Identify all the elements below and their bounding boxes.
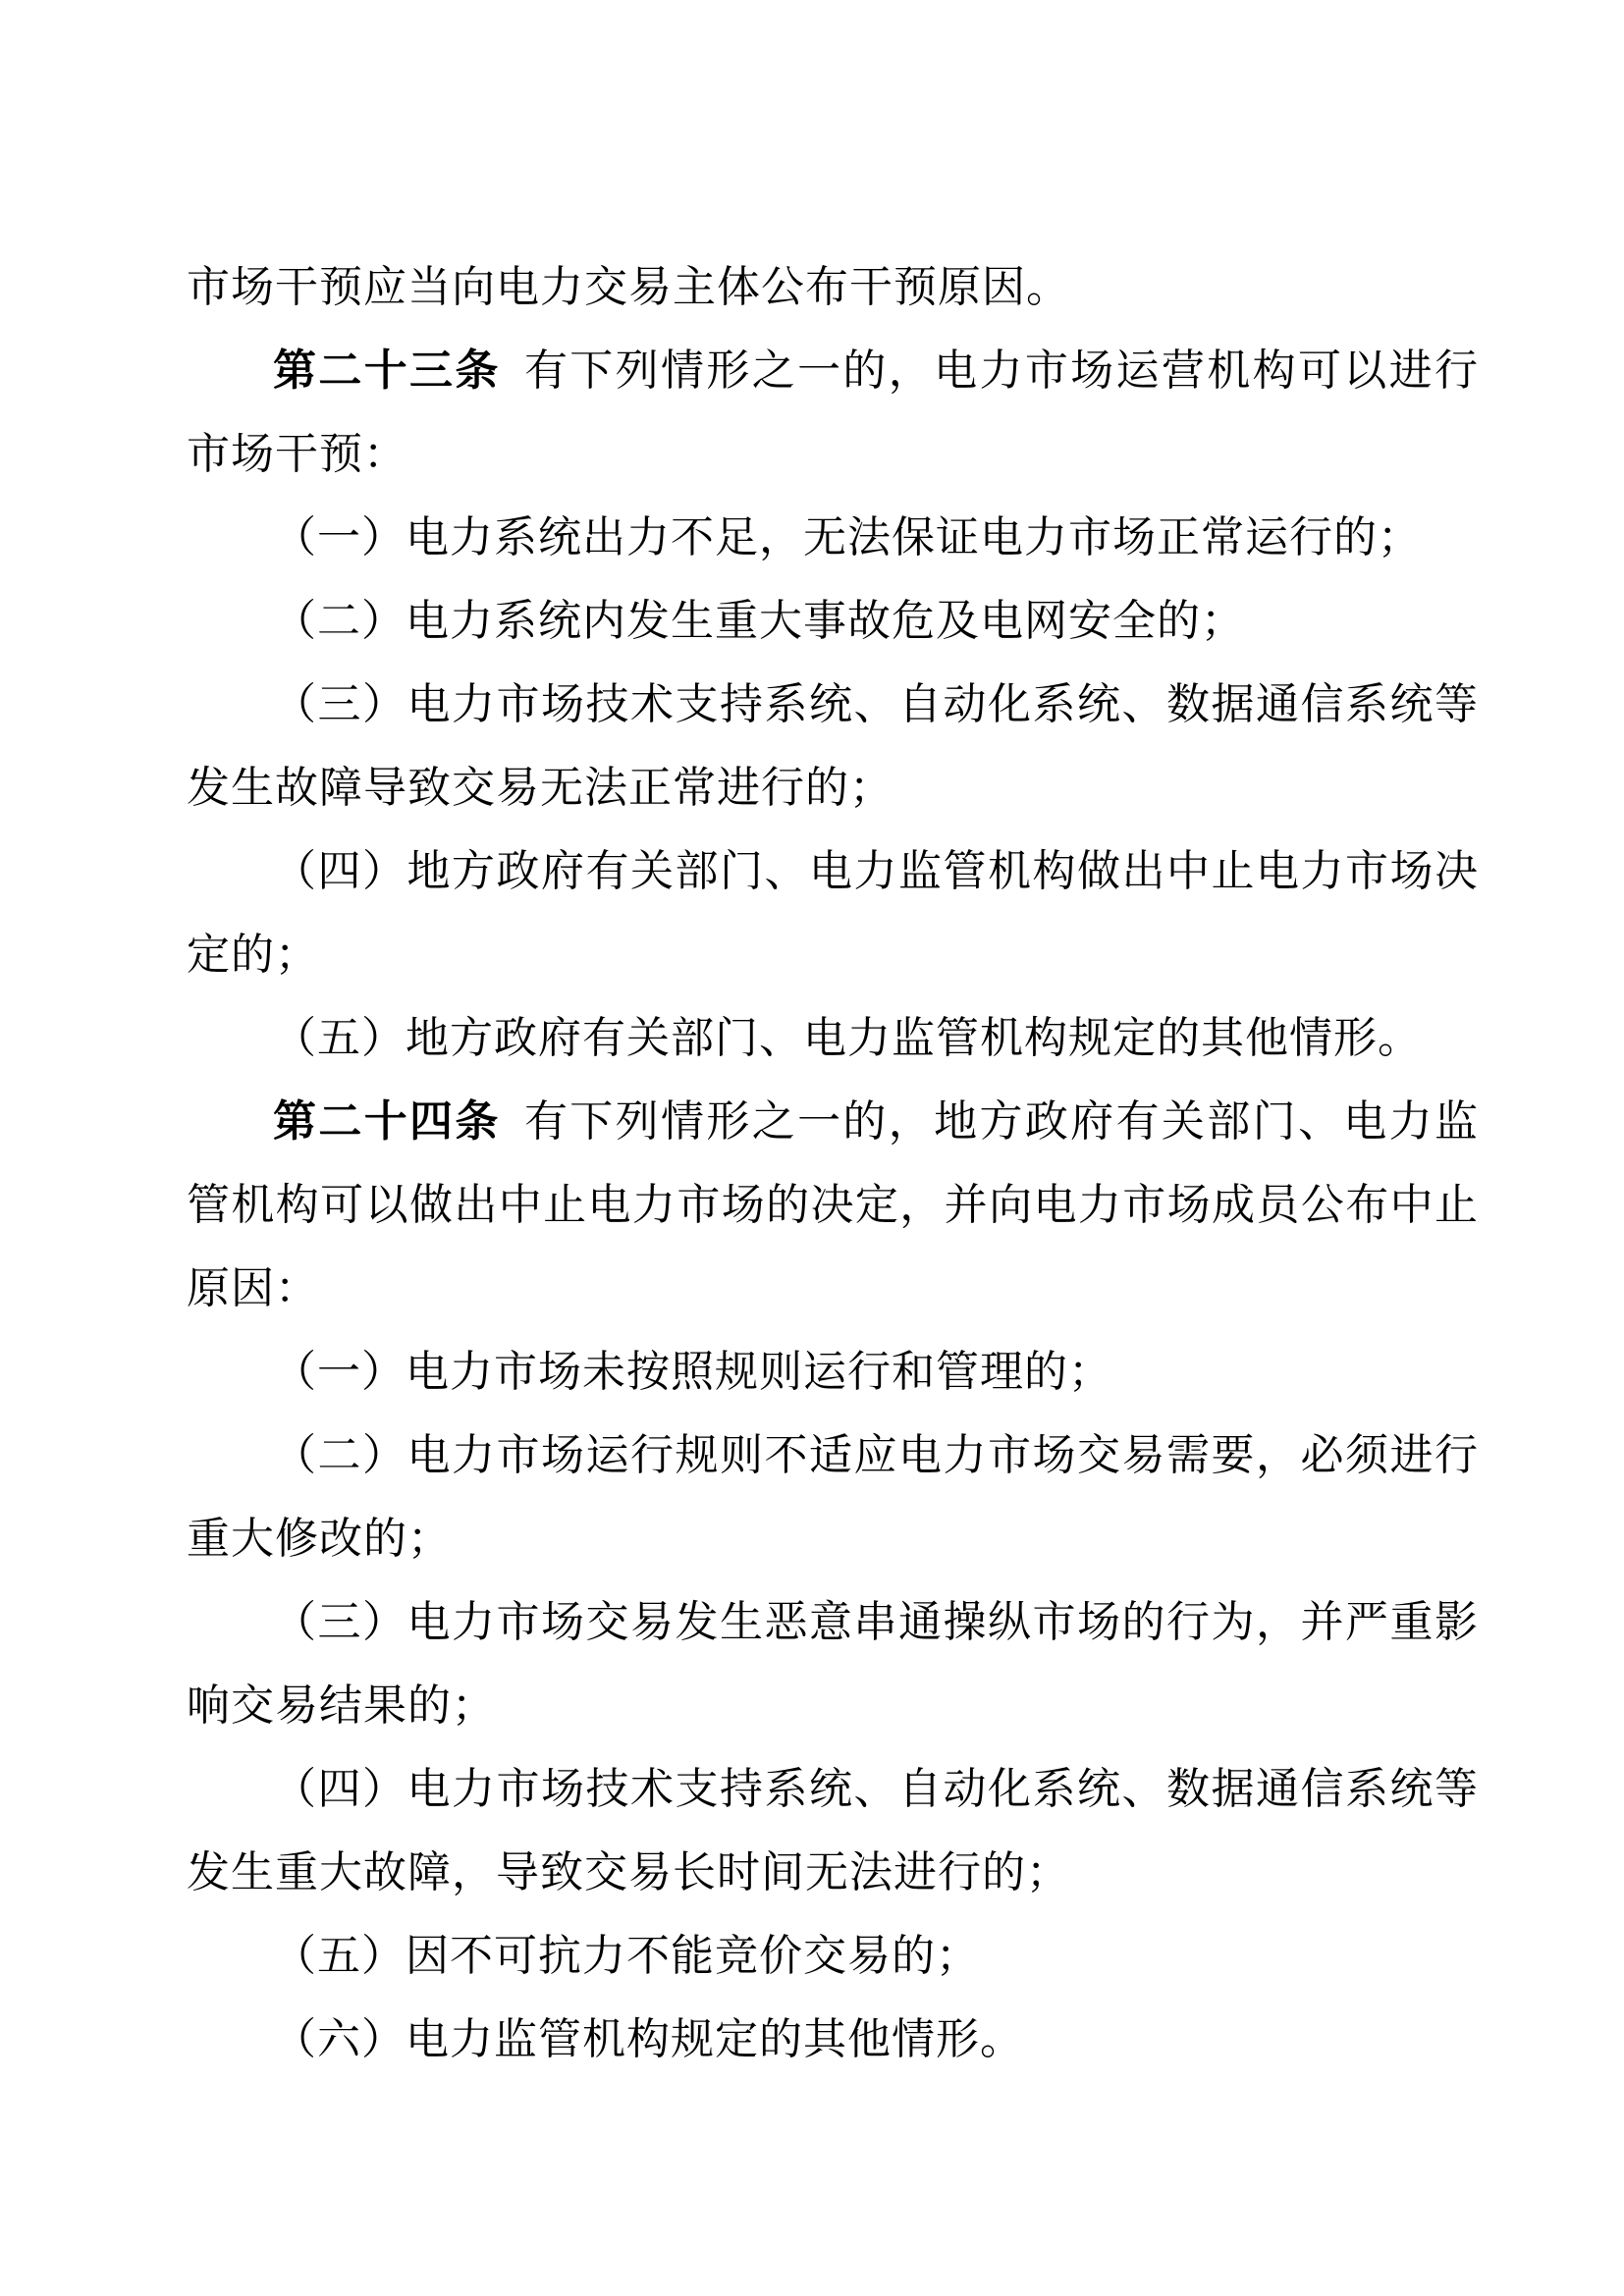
paragraph-text: （二）电力市场运行规则不适应电力市场交易需要，必须进行重大修改的； <box>187 1431 1479 1563</box>
paragraph-text: 市场干预应当向电力交易主体公布干预原因。 <box>187 263 1070 311</box>
paragraph-text: （四）地方政府有关部门、电力监管机构做出中止电力市场决定的； <box>187 847 1479 979</box>
paragraph-text: （二）电力系统内发生重大事故危及电网安全的； <box>273 597 1245 645</box>
list-item-24-6 <box>187 1998 1479 2081</box>
list-item-23-3 <box>187 663 1479 829</box>
paragraph-article-23 <box>187 329 1479 496</box>
paragraph-article-24 <box>187 1080 1479 1330</box>
paragraph-text: （五）因不可抗力不能竞价交易的； <box>273 1932 980 1980</box>
article-number: 第二十四条 <box>273 1097 501 1146</box>
paragraph-text: （一）电力系统出力不足，无法保证电力市场正常运行的； <box>273 513 1422 561</box>
paragraph-text: （六）电力监管机构规定的其他情形。 <box>273 2015 1024 2063</box>
paragraph-text: （三）电力市场技术支持系统、自动化系统、数据通信系统等发生故障导致交易无法正常进行的； <box>187 680 1479 812</box>
list-item-23-5 <box>187 996 1479 1080</box>
paragraph-text: （四）电力市场技术支持系统、自动化系统、数据通信系统等发生重大故障，导致交易长时间无法进行的； <box>187 1765 1479 1896</box>
paragraph-text: 有下列情形之一的，地方政府有关部门、电力监管机构可以做出中止电力市场的决定，并向电力市场成员公布中止原因： <box>187 1097 1480 1312</box>
paragraph-text: （三）电力市场交易发生恶意串通操纵市场的行为，并严重影响交易结果的； <box>187 1598 1479 1730</box>
list-item-23-4 <box>187 829 1479 996</box>
paragraph-text: 有下列情形之一的，电力市场运营机构可以进行市场干预： <box>187 347 1480 478</box>
paragraph-text: （一）电力市场未按照规则运行和管理的； <box>273 1348 1112 1396</box>
list-item-24-1 <box>187 1330 1479 1414</box>
article-number: 第二十三条 <box>273 347 501 395</box>
document-body <box>187 245 1479 2081</box>
list-item-24-3 <box>187 1580 1479 1747</box>
list-item-24-5 <box>187 1914 1479 1998</box>
paragraph-continuation <box>187 245 1479 329</box>
paragraph-text: （五）地方政府有关部门、电力监管机构规定的其他情形。 <box>273 1014 1422 1062</box>
list-item-23-2 <box>187 579 1479 663</box>
list-item-24-2 <box>187 1414 1479 1580</box>
list-item-24-4 <box>187 1747 1479 1914</box>
list-item-23-1 <box>187 496 1479 579</box>
